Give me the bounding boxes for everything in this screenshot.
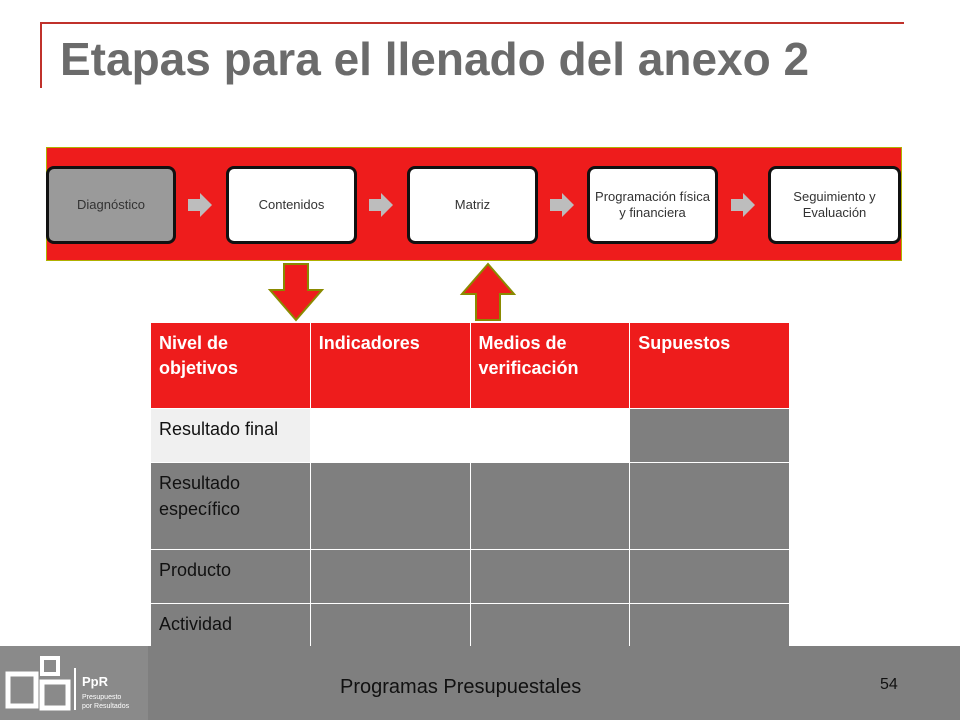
svg-text:PpR: PpR [82,674,108,689]
table-cell [310,409,470,463]
row-label: Resultado específico [151,463,311,549]
table-cell [470,463,630,549]
footer-title: Programas Presupuestales [340,676,582,698]
step-contenidos: Contenidos [226,166,357,244]
row-label: Producto [151,549,311,603]
table-cell [470,549,630,603]
table-cell [630,549,790,603]
arrow-down-icon [266,262,326,322]
row-label: Resultado final [151,409,311,463]
frame-left-line [40,22,42,88]
matrix-header-row [151,323,790,409]
svg-text:Presupuesto: Presupuesto [82,694,122,701]
header-indicadores: Indicadores [310,323,470,409]
table-row [151,549,790,603]
table-cell [630,409,790,463]
table-cell [310,549,470,603]
header-nivel-objetivos: Nivel de objetivos [151,323,311,409]
step-seguimiento: Seguimiento y Evaluación [768,166,901,244]
slide-title: Etapas para el llenado del anexo 2 [60,33,810,85]
table-cell [630,463,790,549]
step-matriz: Matriz [407,166,538,244]
ppr-logo [0,646,148,720]
table-cell [470,409,630,463]
frame-top-line [40,22,904,24]
chevron-right-icon [186,191,214,219]
row-label: Actividad [151,603,311,657]
table-row [151,463,790,549]
table-row [151,409,790,463]
chevron-right-icon [729,191,757,219]
table-cell [310,463,470,549]
ppr-logo-icon [0,646,148,720]
chevron-right-icon [548,191,576,219]
step-programacion: Programación física y financiera [587,166,718,244]
header-supuestos: Supuestos [630,323,790,409]
arrow-up-icon [458,262,518,322]
step-diagnostico: Diagnóstico [46,166,176,244]
chevron-right-icon [367,191,395,219]
page-number: 54 [880,676,898,693]
header-medios-verificacion: Medios de verificación [470,323,630,409]
svg-text:por Resultados: por Resultados [82,703,130,710]
logical-framework-matrix [150,322,790,658]
